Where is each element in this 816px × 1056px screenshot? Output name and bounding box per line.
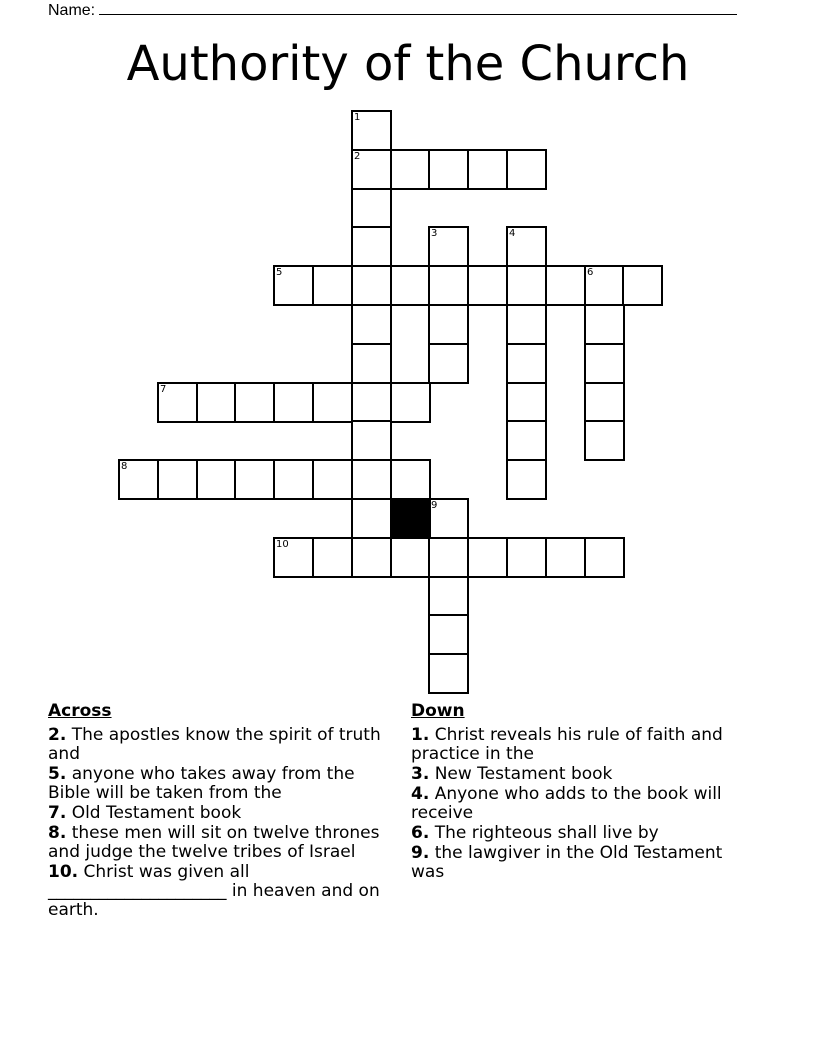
clue-number: 9 [431, 500, 438, 511]
grid-cell[interactable] [312, 459, 353, 500]
grid-cell[interactable] [467, 537, 508, 578]
clue-number: 8 [121, 461, 128, 472]
across-clues [48, 702, 398, 921]
clue-down-3: 3. New Testament book [411, 764, 613, 784]
clue-number: 6 [587, 267, 594, 278]
across-heading: Across [48, 701, 112, 721]
grid-cell[interactable] [545, 265, 586, 306]
grid-cell[interactable] [312, 382, 353, 423]
grid-cell[interactable] [428, 537, 469, 578]
clue-across-7: 7. Old Testament book [48, 803, 242, 823]
clue-number: 1 [354, 112, 361, 123]
grid-cell[interactable] [506, 343, 547, 384]
page-title: Authority of the Church [126, 36, 690, 92]
grid-cell[interactable] [390, 382, 431, 423]
clue-across-5: 5. anyone who takes away from the Bible will be taken from the [48, 764, 355, 803]
grid-cell[interactable] [312, 537, 353, 578]
grid-cell[interactable] [584, 382, 625, 423]
grid-cell[interactable] [428, 653, 469, 694]
grid-cell[interactable] [351, 459, 392, 500]
grid-cell[interactable] [157, 459, 198, 500]
grid-cell[interactable] [506, 537, 547, 578]
clue-down-6: 6. The righteous shall live by [411, 823, 659, 843]
grid-cell[interactable] [390, 265, 431, 306]
grid-cell[interactable] [584, 420, 625, 461]
grid-cell[interactable] [428, 576, 469, 617]
grid-cell[interactable] [506, 149, 547, 190]
grid-cell[interactable] [351, 265, 392, 306]
grid-cell[interactable] [351, 382, 392, 423]
grid-cell[interactable] [506, 304, 547, 345]
grid-cell[interactable] [390, 149, 431, 190]
grid-cell[interactable] [351, 110, 392, 151]
grid-cell[interactable] [234, 459, 275, 500]
grid-cell[interactable] [351, 420, 392, 461]
clue-number: 2 [354, 151, 361, 162]
clue-across-2: 2. The apostles know the spirit of truth and [48, 725, 381, 764]
grid-cell[interactable] [351, 537, 392, 578]
black-square [390, 498, 431, 539]
clue-across-8: 8. these men will sit on twelve thrones and judge the twelve tribes of Israel [48, 823, 380, 862]
grid-cell[interactable] [428, 265, 469, 306]
grid-cell[interactable] [428, 498, 469, 539]
grid-cell[interactable] [506, 265, 547, 306]
grid-cell[interactable] [351, 498, 392, 539]
grid-cell[interactable] [584, 343, 625, 384]
name-label: Name: [48, 2, 96, 19]
down-heading: Down [411, 701, 465, 721]
grid-cell[interactable] [428, 343, 469, 384]
grid-cell[interactable] [584, 304, 625, 345]
clue-across-10: 10. Christ was given all _____________________ in heaven and on earth. [48, 862, 380, 920]
grid-cell[interactable] [351, 304, 392, 345]
grid-cell[interactable] [273, 382, 314, 423]
clue-number: 5 [276, 267, 283, 278]
grid-cell[interactable] [428, 226, 469, 267]
grid-cell[interactable] [506, 226, 547, 267]
clue-number: 4 [509, 228, 516, 239]
grid-cell[interactable] [351, 188, 392, 229]
grid-cell[interactable] [545, 537, 586, 578]
grid-cell[interactable] [467, 265, 508, 306]
grid-cell[interactable] [390, 537, 431, 578]
clue-number: 10 [276, 539, 289, 550]
grid-cell[interactable] [196, 382, 237, 423]
grid-cell[interactable] [428, 149, 469, 190]
down-clues [411, 702, 751, 883]
grid-cell[interactable] [351, 149, 392, 190]
grid-cell[interactable] [428, 304, 469, 345]
grid-cell[interactable] [428, 614, 469, 655]
grid-cell[interactable] [351, 226, 392, 267]
grid-cell[interactable] [157, 382, 198, 423]
grid-cell[interactable] [584, 537, 625, 578]
clue-down-9: 9. the lawgiver in the Old Testament was [411, 843, 723, 882]
clue-number: 3 [431, 228, 438, 239]
grid-cell[interactable] [312, 265, 353, 306]
grid-cell[interactable] [506, 420, 547, 461]
grid-cell[interactable] [467, 149, 508, 190]
grid-cell[interactable] [351, 343, 392, 384]
clue-down-1: 1. Christ reveals his rule of faith and practice in the [411, 725, 723, 764]
grid-cell[interactable] [506, 382, 547, 423]
grid-cell[interactable] [234, 382, 275, 423]
grid-cell[interactable] [196, 459, 237, 500]
clue-number: 7 [160, 384, 167, 395]
grid-cell[interactable] [622, 265, 663, 306]
grid-cell[interactable] [584, 265, 625, 306]
grid-cell[interactable] [506, 459, 547, 500]
grid-cell[interactable] [273, 537, 314, 578]
grid-cell[interactable] [273, 459, 314, 500]
grid-cell[interactable] [118, 459, 159, 500]
clue-down-4: 4. Anyone who adds to the book will receive [411, 784, 722, 823]
grid-cell[interactable] [390, 459, 431, 500]
grid-cell[interactable] [273, 265, 314, 306]
